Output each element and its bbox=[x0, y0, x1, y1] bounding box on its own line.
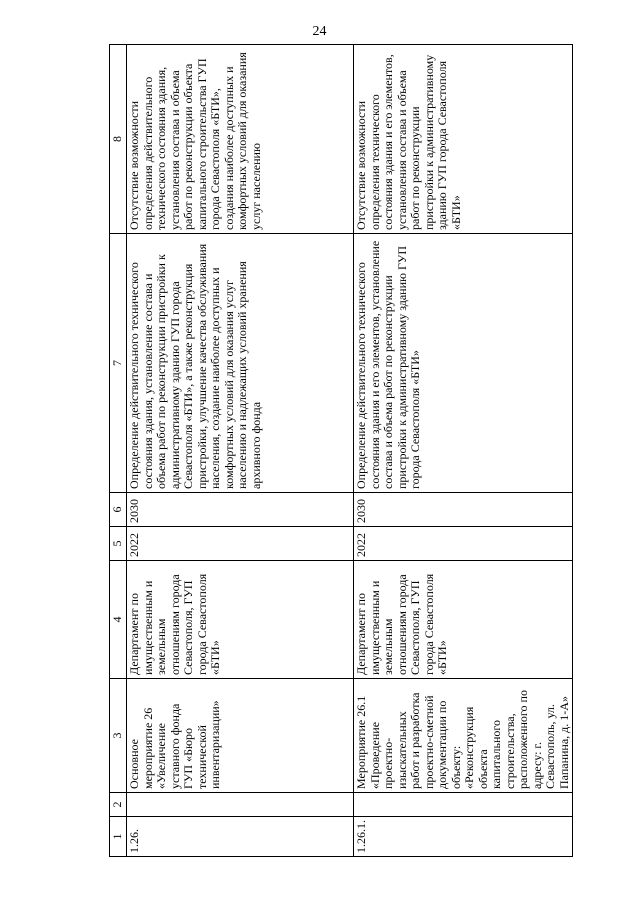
row-col-2 bbox=[354, 793, 573, 817]
header-col-8: 8 bbox=[110, 45, 127, 234]
table-viewport bbox=[109, 52, 571, 857]
header-col-2: 2 bbox=[110, 793, 127, 817]
row-number: 1.26.1. bbox=[354, 817, 573, 857]
rotated-table-container bbox=[109, 52, 571, 857]
header-col-7: 7 bbox=[110, 234, 127, 493]
expected-result: Определение действительного технического состояния здания и его элементов, установление состава и объема работ по реконструкции пристройки к административному зданию ГУП города Севастополя «БТИ» bbox=[354, 234, 573, 493]
executor: Департамент по имущественным и земельным отношениям города Севастополя, ГУП города Севастополя «БТИ» bbox=[354, 561, 573, 679]
table-row bbox=[354, 45, 573, 857]
header-col-1: 1 bbox=[110, 817, 127, 857]
header-col-6: 6 bbox=[110, 493, 127, 527]
end-year: 2030 bbox=[127, 493, 354, 527]
end-year: 2030 bbox=[354, 493, 573, 527]
table-header-row bbox=[110, 45, 127, 857]
expected-result: Определение действительного технического состояния здания, установление состава и объема работ по реконструкции пристройки к административному зданию ГУП города Севастополя «БТИ», а также реконструкция пристройки, улучшение качества обслуживания населения, создание наиболее доступных и комфортных условий для оказания услуг населению и надлежащих условий хранения архивного фонда bbox=[127, 234, 354, 493]
header-col-4: 4 bbox=[110, 561, 127, 679]
page-number: 24 bbox=[312, 24, 327, 39]
row-number: 1.26. bbox=[127, 817, 354, 857]
table-row bbox=[127, 45, 354, 857]
header-col-3: 3 bbox=[110, 679, 127, 793]
header-col-5: 5 bbox=[110, 527, 127, 561]
executor: Департамент по имущественным и земельным отношениям города Севастополя, ГУП города Севастополя «БТИ» bbox=[127, 561, 354, 679]
program-events-table bbox=[109, 44, 573, 857]
row-col-2 bbox=[127, 793, 354, 817]
event-name: Основное мероприятие 26 «Увеличение уставного фонда ГУП «Бюро технической инвентаризации» bbox=[127, 679, 354, 793]
start-year: 2022 bbox=[354, 527, 573, 561]
start-year: 2022 bbox=[127, 527, 354, 561]
non-implementation-consequence: Отсутствие возможности определения действительного технического состояния здания, установления состава и объема работ по реконструкции объекта капитального строительства ГУП города Севастополя «БТИ», создания наиболее доступных и комфортных условий для оказания услуг населению bbox=[127, 45, 354, 234]
non-implementation-consequence: Отсутствие возможности определения технического состояния здания и его элементов, установления состава и объема работ по реконструкции пристройки к административному зданию ГУП города Севастополя «БТИ» bbox=[354, 45, 573, 234]
event-name: Мероприятие 26.1 «Проведение проектно-изыскательных работ и разработка проектно-сметной документации по объекту: «Реконструкция объекта капитального строительства, расположенного по адресу: г. Севастополь, ул. Папанина, д. 1-А» bbox=[354, 679, 573, 793]
